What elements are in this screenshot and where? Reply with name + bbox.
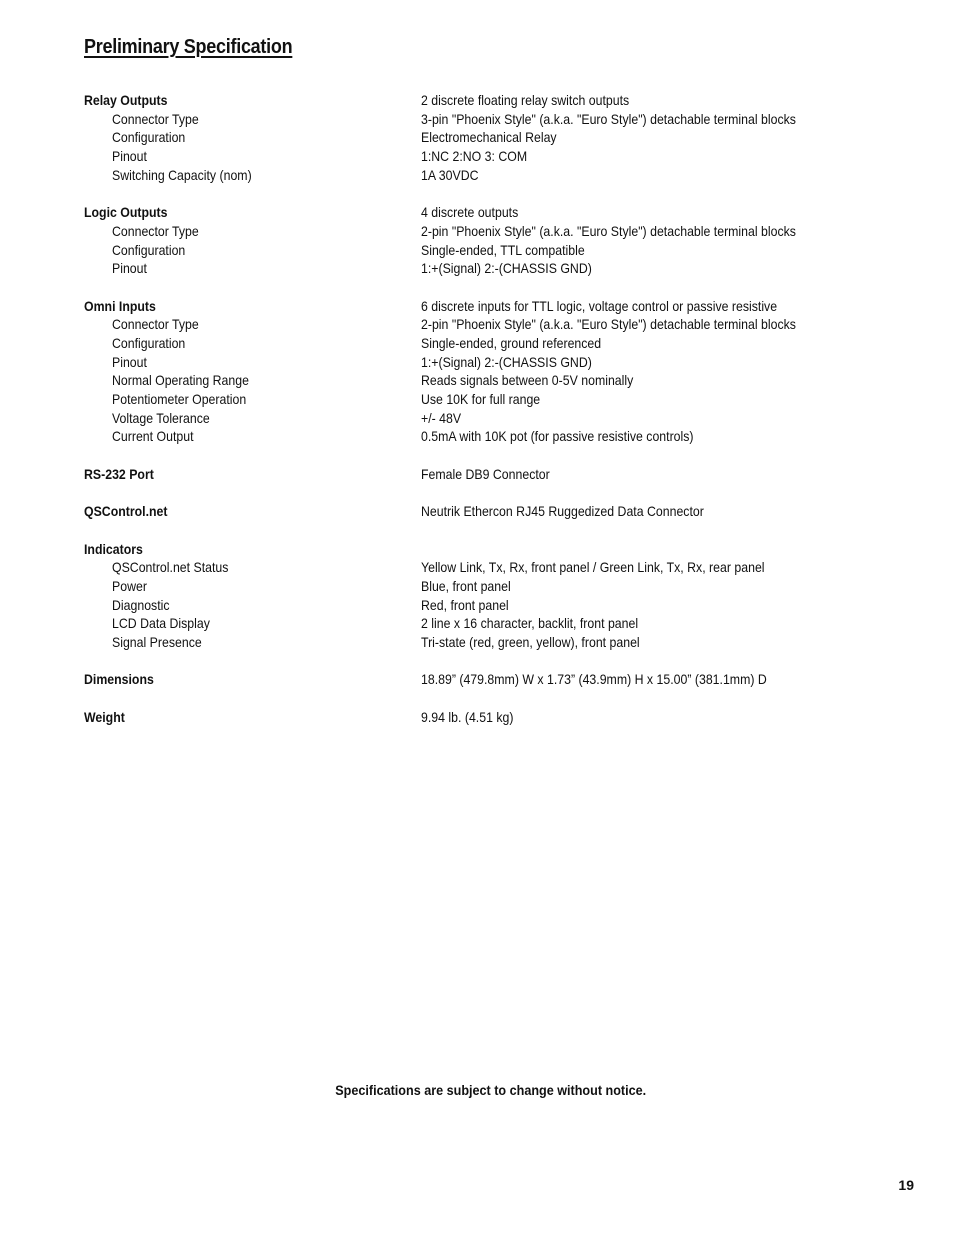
spec-section-title: Dimensions: [84, 671, 154, 688]
spec-row: [84, 166, 884, 185]
spec-row: [84, 614, 884, 633]
spec-row: [84, 147, 884, 166]
spec-section-title: Relay Outputs: [84, 92, 168, 108]
spec-row: [84, 128, 884, 147]
spec-row-label: Power: [112, 577, 147, 594]
spec-row-value: +/- 48V: [421, 409, 462, 426]
spec-row-label: Pinout: [112, 260, 147, 277]
spec-section-title: Omni Inputs: [84, 297, 156, 314]
spec-section: [84, 540, 884, 652]
spec-row-value: 2 line x 16 character, backlit, front panel: [421, 615, 639, 632]
spec-row: [84, 633, 884, 652]
spec-section-header: [84, 670, 884, 689]
spec-section-title: Indicators: [84, 540, 143, 557]
spec-row-value: 0.5mA with 10K pot (for passive resistive controls): [421, 428, 694, 445]
spec-row: [84, 390, 884, 409]
spec-row-label: Connector Type: [112, 222, 199, 239]
spec-section-value: Female DB9 Connector: [421, 465, 550, 482]
spec-row-value: Tri-state (red, green, yellow), front panel: [421, 633, 640, 650]
spec-row-label: Pinout: [112, 148, 147, 165]
spec-row-label: Voltage Tolerance: [112, 409, 210, 426]
spec-row: [84, 427, 884, 446]
spec-table: [84, 91, 884, 745]
spec-section-value: 9.94 lb. (4.51 kg): [421, 708, 514, 725]
spec-row-value: 2-pin "Phoenix Style" (a.k.a. "Euro Style") detachable terminal blocks: [421, 222, 796, 239]
spec-section-value: 18.89” (479.8mm) W x 1.73” (43.9mm) H x 15.00” (381.1mm) D: [421, 671, 767, 688]
spec-row: [84, 558, 884, 577]
footer-note-text: Specifications are subject to change without notice.: [335, 1082, 647, 1098]
spec-row: [84, 353, 884, 372]
spec-row-label: Signal Presence: [112, 633, 202, 650]
spec-section-header: [84, 502, 884, 521]
spec-section-title: Logic Outputs: [84, 204, 168, 221]
spec-row: [84, 241, 884, 260]
spec-section: [84, 91, 884, 184]
spec-section-header: [84, 91, 884, 110]
spec-row: [84, 371, 884, 390]
spec-section: [84, 465, 884, 484]
spec-row-label: Connector Type: [112, 316, 199, 333]
spec-section-value: 6 discrete inputs for TTL logic, voltage control or passive resistive: [421, 297, 778, 314]
spec-row-value: Use 10K for full range: [421, 391, 541, 407]
spec-row-label: Current Output: [112, 428, 194, 445]
spec-section-value: 2 discrete floating relay switch outputs: [421, 92, 630, 108]
spec-section-header: [84, 465, 884, 484]
spec-row-label: Normal Operating Range: [112, 372, 249, 389]
spec-section-header: [84, 708, 884, 727]
spec-section: [84, 297, 884, 447]
spec-row-value: 1A 30VDC: [421, 166, 479, 183]
spec-row-value: Reads signals between 0-5V nominally: [421, 372, 634, 389]
spec-row-label: Connector Type: [112, 110, 199, 127]
spec-row: [84, 334, 884, 353]
spec-row: [84, 409, 884, 428]
spec-row-value: 3-pin "Phoenix Style" (a.k.a. "Euro Style") detachable terminal blocks: [421, 110, 796, 127]
spec-row: [84, 259, 884, 278]
spec-row-label: Diagnostic: [112, 596, 170, 613]
spec-row-label: QSControl.net Status: [112, 559, 229, 576]
spec-row-value: Single-ended, TTL compatible: [421, 241, 585, 258]
spec-row: [84, 577, 884, 596]
spec-row-label: Configuration: [112, 129, 186, 146]
spec-row: [84, 222, 884, 241]
spec-row-label: Pinout: [112, 353, 147, 370]
footer-note: [0, 1082, 954, 1098]
page-title: Preliminary Specification: [84, 36, 293, 58]
spec-section: [84, 203, 884, 278]
spec-section-value: Neutrik Ethercon RJ45 Ruggedized Data Connector: [421, 503, 704, 520]
spec-row-label: Configuration: [112, 334, 186, 351]
spec-row: [84, 596, 884, 615]
spec-section-title: Weight: [84, 708, 125, 725]
spec-row-value: 2-pin "Phoenix Style" (a.k.a. "Euro Style") detachable terminal blocks: [421, 316, 796, 333]
spec-section-title: RS-232 Port: [84, 465, 154, 482]
spec-row-value: Electromechanical Relay: [421, 129, 557, 146]
spec-row-value: 1:+(Signal) 2:-(CHASSIS GND): [421, 260, 592, 277]
spec-section: [84, 670, 884, 689]
spec-row-value: 1:NC 2:NO 3: COM: [421, 148, 528, 165]
spec-section-header: [84, 297, 884, 316]
spec-section-header: [84, 540, 884, 559]
spec-row-label: LCD Data Display: [112, 615, 210, 632]
spec-row-value: Single-ended, ground referenced: [421, 334, 602, 351]
page-number: 19: [898, 1177, 914, 1193]
spec-section: [84, 708, 884, 727]
spec-row: [84, 110, 884, 129]
spec-section-value: 4 discrete outputs: [421, 204, 519, 221]
spec-row: [84, 315, 884, 334]
spec-row-value: Yellow Link, Tx, Rx, front panel / Green Link, Tx, Rx, rear panel: [421, 559, 765, 576]
spec-row-label: Switching Capacity (nom): [112, 166, 252, 183]
spec-row-label: Potentiometer Operation: [112, 391, 247, 407]
spec-section: [84, 502, 884, 521]
spec-section-title: QSControl.net: [84, 503, 168, 520]
spec-row-value: Blue, front panel: [421, 577, 511, 594]
spec-row-value: Red, front panel: [421, 596, 509, 613]
spec-section-header: [84, 203, 884, 222]
spec-row-label: Configuration: [112, 241, 186, 258]
spec-row-value: 1:+(Signal) 2:-(CHASSIS GND): [421, 353, 592, 370]
